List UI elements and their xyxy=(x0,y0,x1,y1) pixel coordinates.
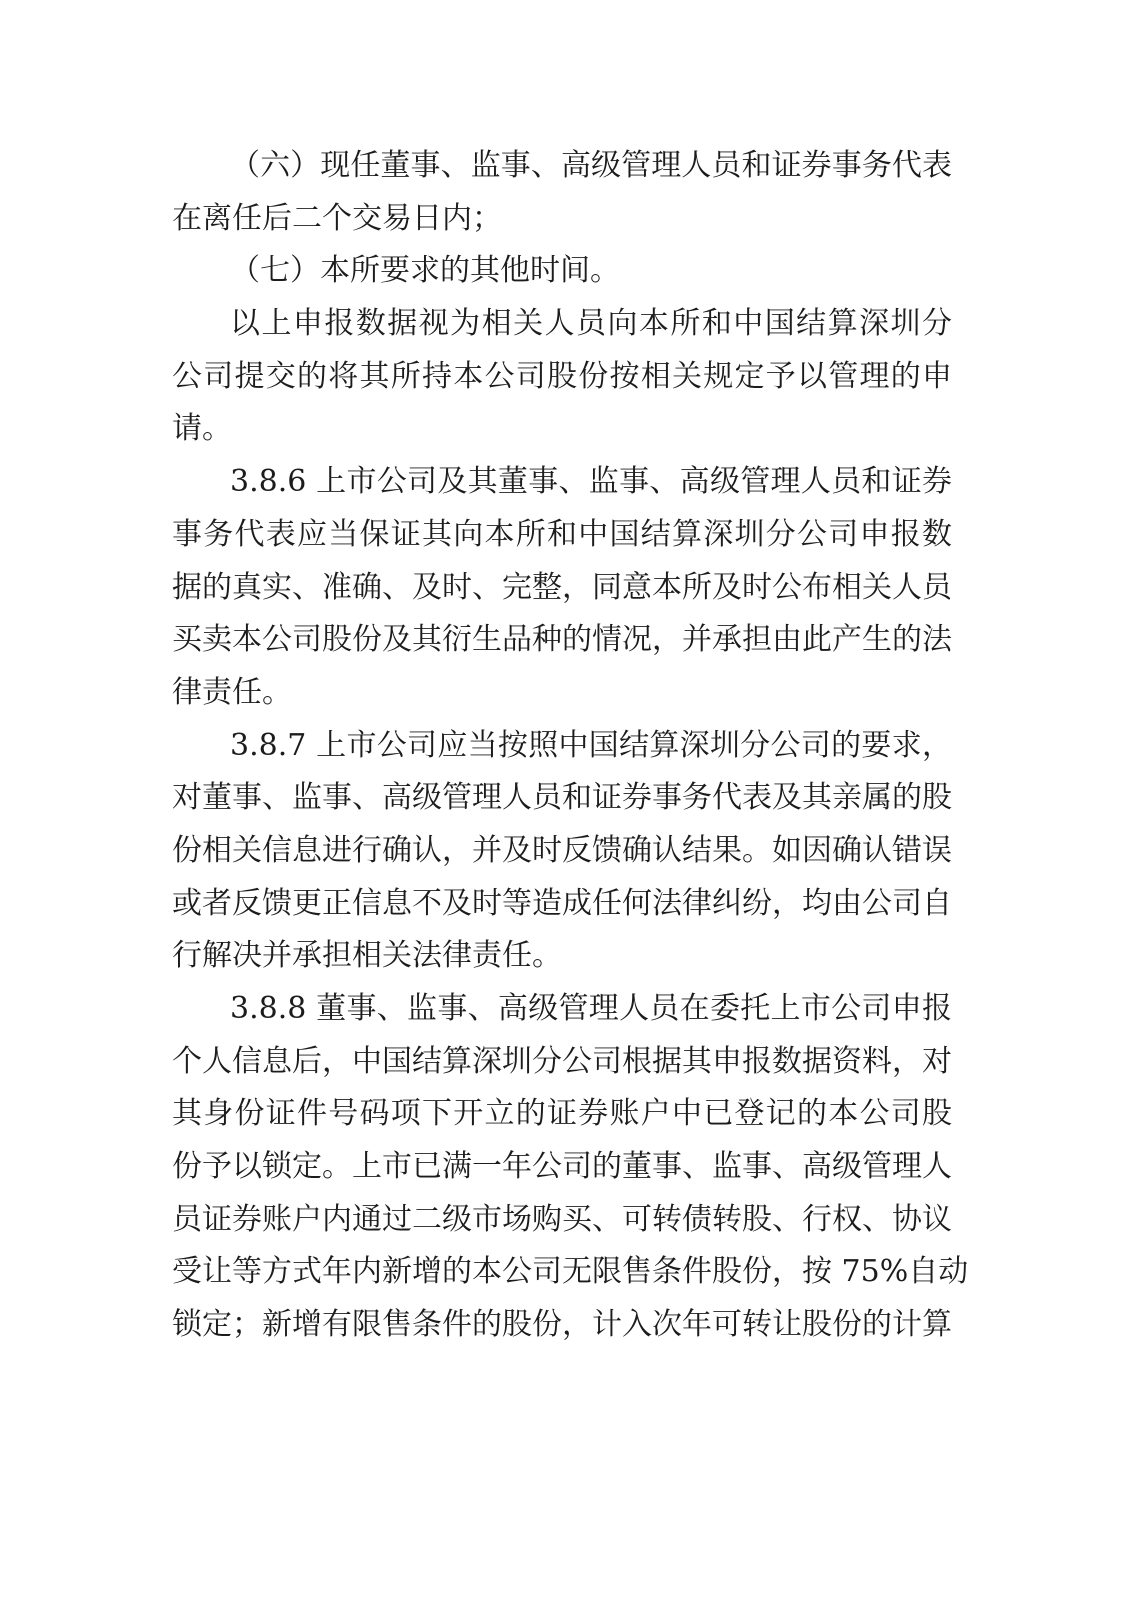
text-line: 3.8.6 上市公司及其董事、监事、高级管理人员和证券 xyxy=(230,464,952,500)
text-line: 其身份证件号码项下开立的证券账户中已登记的本公司股 xyxy=(172,1096,952,1132)
text-line: 受让等方式年内新增的本公司无限售条件股份，按 75%自动 xyxy=(172,1254,969,1290)
text-line: 对董事、监事、高级管理人员和证券事务代表及其亲属的股 xyxy=(172,780,952,816)
text-line: 以上申报数据视为相关人员向本所和中国结算深圳分 xyxy=(230,306,952,342)
text-line: 行解决并承担相关法律责任。 xyxy=(172,938,562,974)
text-line: 个人信息后，中国结算深圳分公司根据其申报数据资料，对 xyxy=(172,1043,952,1079)
text-line: 律责任。 xyxy=(172,674,292,710)
text-line: 买卖本公司股份及其衍生品种的情况，并承担由此产生的法 xyxy=(172,622,952,658)
document-body xyxy=(172,140,969,1352)
text-line: （七）本所要求的其他时间。 xyxy=(230,253,620,289)
text-line: 3.8.7 上市公司应当按照中国结算深圳分公司的要求， xyxy=(230,727,952,763)
text-line: 锁定；新增有限售条件的股份，计入次年可转让股份的计算 xyxy=(172,1307,952,1343)
text-line: 公司提交的将其所持本公司股份按相关规定予以管理的申 xyxy=(172,358,952,394)
text-line: 在离任后二个交易日内； xyxy=(172,200,502,236)
text-line: 事务代表应当保证其向本所和中国结算深圳分公司申报数 xyxy=(172,516,952,552)
text-line: 份予以锁定。上市已满一年公司的董事、监事、高级管理人 xyxy=(172,1149,952,1185)
text-line: 3.8.8 董事、监事、高级管理人员在委托上市公司申报 xyxy=(230,991,952,1026)
text-line: 请。 xyxy=(172,411,232,447)
text-line: 据的真实、准确、及时、完整，同意本所及时公布相关人员 xyxy=(172,569,952,605)
text-line: 份相关信息进行确认，并及时反馈确认结果。如因确认错误 xyxy=(172,832,952,868)
text-line: 员证券账户内通过二级市场购买、可转债转股、行权、协议 xyxy=(172,1201,952,1237)
text-line: （六）现任董事、监事、高级管理人员和证券事务代表 xyxy=(230,148,952,183)
text-line: 或者反馈更正信息不及时等造成任何法律纠纷，均由公司自 xyxy=(172,885,952,921)
